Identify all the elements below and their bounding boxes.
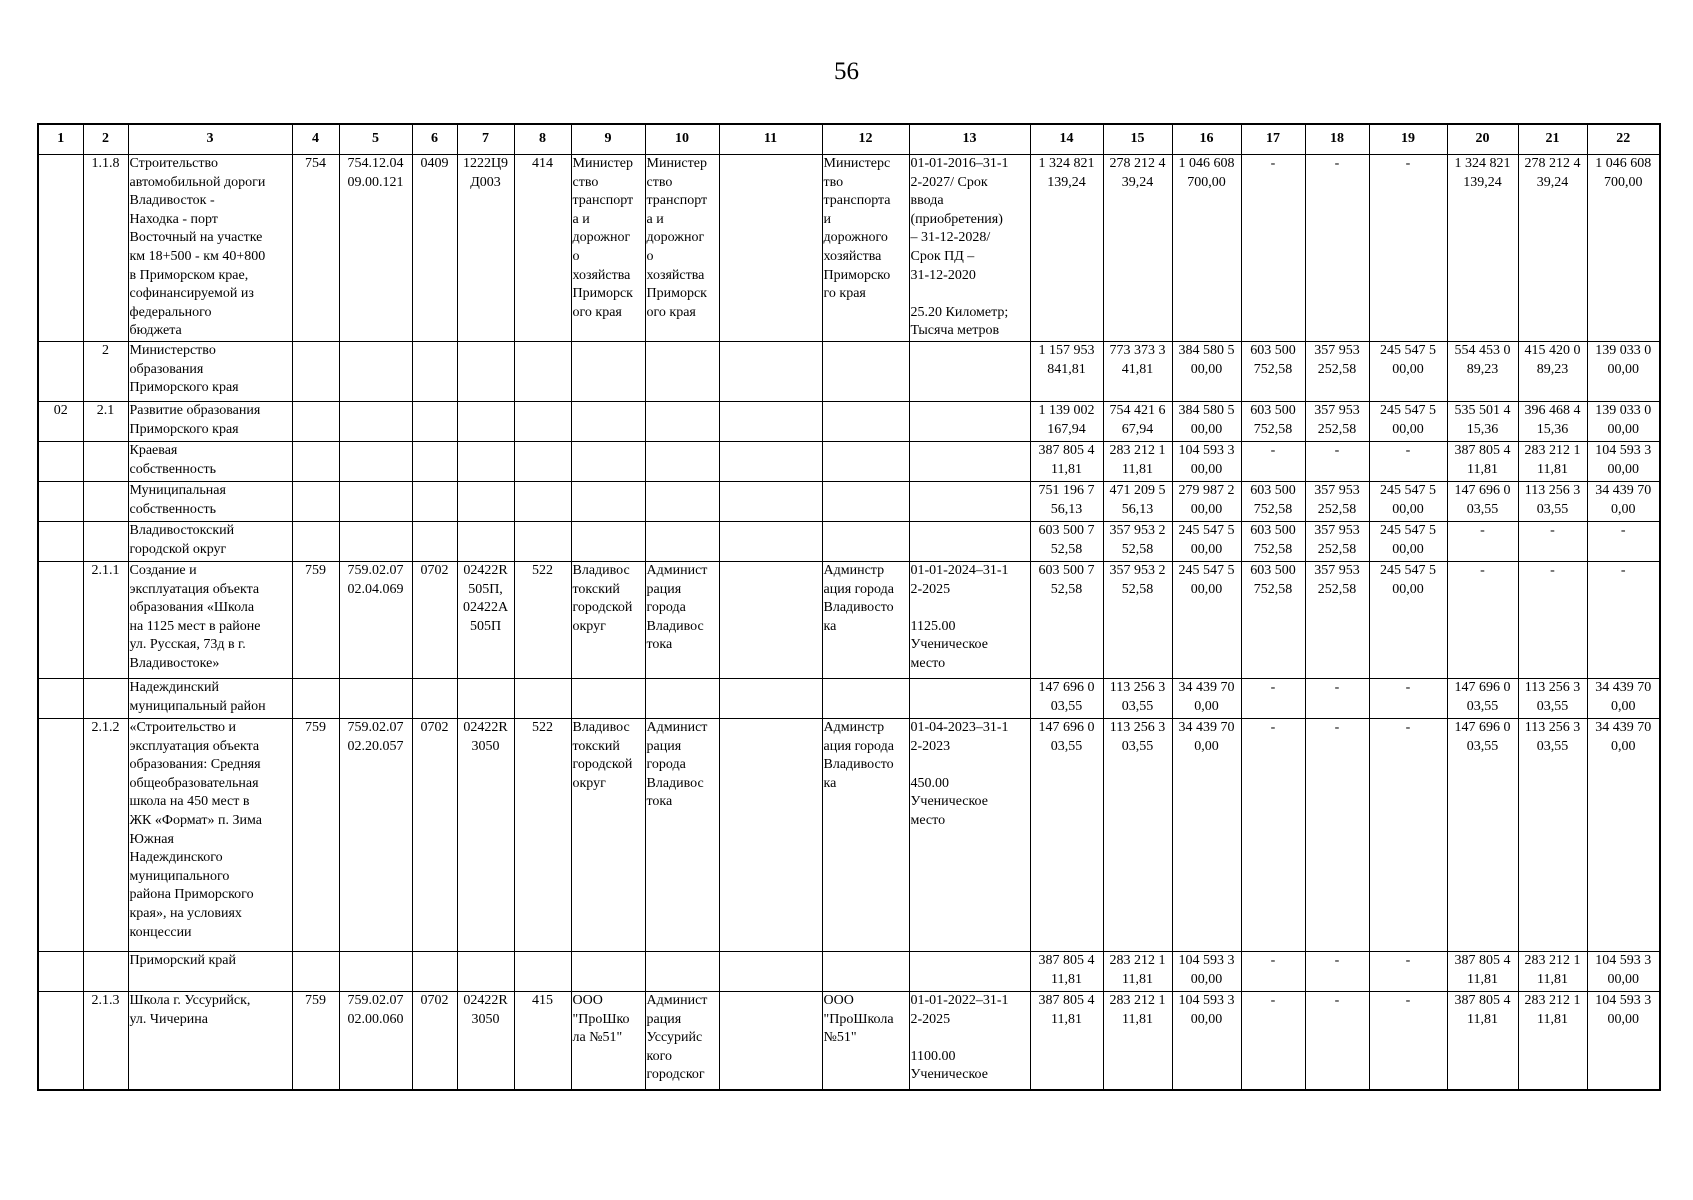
table-cell-col-2	[83, 679, 128, 719]
table-cell-col-21: 283 212 1 11,81	[1518, 952, 1587, 992]
table-cell-col-8	[514, 679, 571, 719]
table-cell-col-22: -	[1587, 522, 1660, 562]
table-cell-col-13: 01-01-2024–31-1 2-2025 1125.00 Ученическое место	[909, 562, 1030, 679]
table-cell-col-10	[645, 402, 719, 442]
table-cell-col-13: 01-01-2022–31-1 2-2025 1100.00 Ученическое	[909, 992, 1030, 1091]
table-cell-col-2: 2.1.2	[83, 719, 128, 952]
table-cell-col-20: 387 805 4 11,81	[1447, 442, 1518, 482]
table-cell-col-11	[719, 402, 822, 442]
table-cell-col-6	[412, 522, 457, 562]
table-cell-col-7	[457, 679, 514, 719]
table-cell-col-12: ООО "ПроШкола №51"	[822, 992, 909, 1091]
table-cell-col-9: Министер ство транспорт а и дорожног о хозяйства Приморск ого края	[571, 155, 645, 342]
table-cell-col-18: 357 953 252,58	[1305, 562, 1369, 679]
table-cell-col-7: 1222Ц9 Д003	[457, 155, 514, 342]
table-cell-col-15: 113 256 3 03,55	[1103, 719, 1172, 952]
page-number: 56	[834, 58, 859, 85]
column-header: 17	[1241, 124, 1305, 155]
table-row	[38, 342, 1660, 402]
table-cell-col-3: Развитие образования Приморского края	[128, 402, 292, 442]
table-cell-col-7	[457, 442, 514, 482]
table-cell-col-20: 387 805 4 11,81	[1447, 952, 1518, 992]
table-cell-col-21: 113 256 3 03,55	[1518, 679, 1587, 719]
table-cell-col-22: 104 593 3 00,00	[1587, 952, 1660, 992]
table-cell-col-20: 1 324 821 139,24	[1447, 155, 1518, 342]
table-cell-col-10	[645, 952, 719, 992]
table-cell-col-13	[909, 952, 1030, 992]
table-cell-col-14: 1 324 821 139,24	[1030, 155, 1103, 342]
column-header: 2	[83, 124, 128, 155]
table-cell-col-7: 02422R 505П, 02422A 505П	[457, 562, 514, 679]
table-cell-col-8	[514, 952, 571, 992]
column-header: 21	[1518, 124, 1587, 155]
column-header: 14	[1030, 124, 1103, 155]
table-cell-col-4: 759	[292, 562, 339, 679]
table-cell-col-16: 384 580 5 00,00	[1172, 402, 1241, 442]
table-cell-col-18: -	[1305, 992, 1369, 1091]
table-cell-col-19: 245 547 5 00,00	[1369, 402, 1447, 442]
table-cell-col-14: 387 805 4 11,81	[1030, 952, 1103, 992]
table-cell-col-4: 754	[292, 155, 339, 342]
table-cell-col-8: 415	[514, 992, 571, 1091]
table-cell-col-14: 387 805 4 11,81	[1030, 442, 1103, 482]
table-cell-col-6: 0702	[412, 562, 457, 679]
table-cell-col-16: 104 593 3 00,00	[1172, 442, 1241, 482]
table-row	[38, 562, 1660, 679]
table-cell-col-2	[83, 522, 128, 562]
table-row	[38, 402, 1660, 442]
table-cell-col-12	[822, 482, 909, 522]
table-cell-col-13: 01-04-2023–31-1 2-2023 450.00 Ученическое место	[909, 719, 1030, 952]
table-cell-col-18: -	[1305, 442, 1369, 482]
table-cell-col-4	[292, 342, 339, 402]
table-cell-col-6	[412, 402, 457, 442]
column-header: 20	[1447, 124, 1518, 155]
column-header: 10	[645, 124, 719, 155]
table-cell-col-15: 773 373 3 41,81	[1103, 342, 1172, 402]
data-table	[37, 123, 1661, 1091]
table-cell-col-22: 139 033 0 00,00	[1587, 342, 1660, 402]
table-cell-col-5: 759.02.07 02.00.060	[339, 992, 412, 1091]
table-cell-col-19: -	[1369, 442, 1447, 482]
table-cell-col-18: 357 953 252,58	[1305, 342, 1369, 402]
table-cell-col-7: 02422R 3050	[457, 992, 514, 1091]
column-header: 8	[514, 124, 571, 155]
table-cell-col-9	[571, 342, 645, 402]
table-cell-col-1	[38, 679, 83, 719]
column-header: 7	[457, 124, 514, 155]
table-cell-col-10: Министер ство транспорт а и дорожног о хозяйства Приморск ого края	[645, 155, 719, 342]
table-cell-col-2: 1.1.8	[83, 155, 128, 342]
table-cell-col-16: 34 439 70 0,00	[1172, 719, 1241, 952]
table-cell-col-11	[719, 342, 822, 402]
table-cell-col-16: 245 547 5 00,00	[1172, 562, 1241, 679]
table-cell-col-18: 357 953 252,58	[1305, 402, 1369, 442]
table-row	[38, 679, 1660, 719]
table-cell-col-9	[571, 442, 645, 482]
table-cell-col-15: 754 421 6 67,94	[1103, 402, 1172, 442]
table-cell-col-16: 1 046 608 700,00	[1172, 155, 1241, 342]
table-cell-col-21: -	[1518, 562, 1587, 679]
table-cell-col-20: 535 501 4 15,36	[1447, 402, 1518, 442]
table-cell-col-9	[571, 402, 645, 442]
table-cell-col-4	[292, 952, 339, 992]
table-cell-col-10	[645, 522, 719, 562]
table-cell-col-13	[909, 679, 1030, 719]
table-cell-col-17: -	[1241, 155, 1305, 342]
table-cell-col-8	[514, 442, 571, 482]
table-cell-col-13	[909, 442, 1030, 482]
table-cell-col-15: 113 256 3 03,55	[1103, 679, 1172, 719]
table-cell-col-12	[822, 522, 909, 562]
table-cell-col-11	[719, 482, 822, 522]
table-cell-col-10	[645, 482, 719, 522]
table-cell-col-9: Владивос токский городской округ	[571, 719, 645, 952]
table-cell-col-18: -	[1305, 952, 1369, 992]
table-cell-col-9	[571, 952, 645, 992]
table-cell-col-1: 02	[38, 402, 83, 442]
table-cell-col-9: ООО "ПроШко ла №51"	[571, 992, 645, 1091]
table-cell-col-20: -	[1447, 562, 1518, 679]
table-cell-col-3: Создание и эксплуатация объекта образования «Школа на 1125 мест в районе ул. Русская, 73д в г. Владивостоке»	[128, 562, 292, 679]
table-cell-col-3: «Строительство и эксплуатация объекта образования: Средняя общеобразовательная школа на 450 мест в ЖК «Формат» п. Зима Южная Надеждинского муниципального района Приморского края», на условиях концессии	[128, 719, 292, 952]
table-cell-col-4: 759	[292, 719, 339, 952]
table-cell-col-19: 245 547 5 00,00	[1369, 522, 1447, 562]
table-cell-col-18: 357 953 252,58	[1305, 482, 1369, 522]
table-cell-col-11	[719, 442, 822, 482]
table-cell-col-1	[38, 342, 83, 402]
table-cell-col-9	[571, 522, 645, 562]
table-row	[38, 482, 1660, 522]
table-cell-col-11	[719, 992, 822, 1091]
table-cell-col-19: 245 547 5 00,00	[1369, 482, 1447, 522]
table-cell-col-21: 283 212 1 11,81	[1518, 992, 1587, 1091]
table-cell-col-3: Надеждинский муниципальный район	[128, 679, 292, 719]
column-header: 16	[1172, 124, 1241, 155]
table-cell-col-1	[38, 442, 83, 482]
table-cell-col-4: 759	[292, 992, 339, 1091]
table-cell-col-16: 104 593 3 00,00	[1172, 952, 1241, 992]
table-cell-col-11	[719, 562, 822, 679]
table-cell-col-8: 414	[514, 155, 571, 342]
column-header: 11	[719, 124, 822, 155]
table-cell-col-2	[83, 952, 128, 992]
table-cell-col-21: 396 468 4 15,36	[1518, 402, 1587, 442]
table-cell-col-14: 1 157 953 841,81	[1030, 342, 1103, 402]
table-cell-col-21: 113 256 3 03,55	[1518, 719, 1587, 952]
header-row	[38, 124, 1660, 155]
table-cell-col-8: 522	[514, 719, 571, 952]
table-row	[38, 442, 1660, 482]
table-cell-col-8	[514, 482, 571, 522]
table-cell-col-22: 34 439 70 0,00	[1587, 679, 1660, 719]
table-cell-col-17: 603 500 752,58	[1241, 342, 1305, 402]
column-header: 5	[339, 124, 412, 155]
table-cell-col-21: 415 420 0 89,23	[1518, 342, 1587, 402]
table-cell-col-5	[339, 952, 412, 992]
column-header: 12	[822, 124, 909, 155]
table-cell-col-21: -	[1518, 522, 1587, 562]
table-cell-col-7	[457, 952, 514, 992]
table-cell-col-19: 245 547 5 00,00	[1369, 562, 1447, 679]
table-cell-col-17: -	[1241, 442, 1305, 482]
table-cell-col-22: -	[1587, 562, 1660, 679]
table-cell-col-17: 603 500 752,58	[1241, 482, 1305, 522]
table-cell-col-6: 0702	[412, 719, 457, 952]
table-cell-col-22: 34 439 70 0,00	[1587, 482, 1660, 522]
table-cell-col-4	[292, 522, 339, 562]
table-cell-col-5	[339, 679, 412, 719]
table-cell-col-17: 603 500 752,58	[1241, 402, 1305, 442]
table-cell-col-14: 603 500 7 52,58	[1030, 522, 1103, 562]
table-cell-col-11	[719, 679, 822, 719]
table-cell-col-12	[822, 679, 909, 719]
column-header: 13	[909, 124, 1030, 155]
table-cell-col-21: 113 256 3 03,55	[1518, 482, 1587, 522]
table-cell-col-15: 357 953 2 52,58	[1103, 522, 1172, 562]
table-cell-col-14: 147 696 0 03,55	[1030, 679, 1103, 719]
table-cell-col-14: 751 196 7 56,13	[1030, 482, 1103, 522]
table-cell-col-22: 104 593 3 00,00	[1587, 442, 1660, 482]
table-cell-col-19: -	[1369, 992, 1447, 1091]
column-header: 9	[571, 124, 645, 155]
table-cell-col-9: Владивос токский городской округ	[571, 562, 645, 679]
table-row	[38, 992, 1660, 1091]
table-cell-col-19: -	[1369, 155, 1447, 342]
table-cell-col-5: 754.12.04 09.00.121	[339, 155, 412, 342]
table-cell-col-1	[38, 992, 83, 1091]
table-cell-col-20: 554 453 0 89,23	[1447, 342, 1518, 402]
table-cell-col-14: 387 805 4 11,81	[1030, 992, 1103, 1091]
table-cell-col-2: 2.1.3	[83, 992, 128, 1091]
table-cell-col-13	[909, 522, 1030, 562]
column-header: 6	[412, 124, 457, 155]
table-cell-col-11	[719, 522, 822, 562]
table-cell-col-11	[719, 952, 822, 992]
table-cell-col-5: 759.02.07 02.20.057	[339, 719, 412, 952]
table-cell-col-3: Школа г. Уссурийск, ул. Чичерина	[128, 992, 292, 1091]
table-row	[38, 522, 1660, 562]
table-cell-col-4	[292, 442, 339, 482]
table-cell-col-16: 384 580 5 00,00	[1172, 342, 1241, 402]
table-cell-col-5	[339, 342, 412, 402]
table-cell-col-15: 283 212 1 11,81	[1103, 442, 1172, 482]
table-cell-col-1	[38, 522, 83, 562]
table-cell-col-17: 603 500 752,58	[1241, 562, 1305, 679]
table-cell-col-17: -	[1241, 952, 1305, 992]
table-cell-col-22: 34 439 70 0,00	[1587, 719, 1660, 952]
table-cell-col-22: 104 593 3 00,00	[1587, 992, 1660, 1091]
table-cell-col-5	[339, 402, 412, 442]
column-header: 4	[292, 124, 339, 155]
table-cell-col-3: Муниципальная собственность	[128, 482, 292, 522]
table-cell-col-3: Краевая собственность	[128, 442, 292, 482]
table-cell-col-2: 2	[83, 342, 128, 402]
table-cell-col-6: 0409	[412, 155, 457, 342]
table-cell-col-19: -	[1369, 679, 1447, 719]
table-cell-col-8: 522	[514, 562, 571, 679]
table-cell-col-7: 02422R 3050	[457, 719, 514, 952]
table-cell-col-19: -	[1369, 719, 1447, 952]
table-cell-col-12: Админстр ация города Владивосто ка	[822, 719, 909, 952]
table-cell-col-13	[909, 482, 1030, 522]
table-cell-col-5	[339, 442, 412, 482]
table-cell-col-2: 2.1.1	[83, 562, 128, 679]
table-cell-col-14: 147 696 0 03,55	[1030, 719, 1103, 952]
column-header: 3	[128, 124, 292, 155]
table-cell-col-6	[412, 342, 457, 402]
table-cell-col-9	[571, 679, 645, 719]
table-cell-col-4	[292, 679, 339, 719]
table-row	[38, 952, 1660, 992]
table-cell-col-5	[339, 522, 412, 562]
table-cell-col-7	[457, 482, 514, 522]
table-cell-col-10: Админист рация города Владивос тока	[645, 562, 719, 679]
table-cell-col-20: 147 696 0 03,55	[1447, 719, 1518, 952]
table-cell-col-16: 34 439 70 0,00	[1172, 679, 1241, 719]
table-cell-col-18: -	[1305, 155, 1369, 342]
table-cell-col-7	[457, 522, 514, 562]
table-cell-col-15: 283 212 1 11,81	[1103, 992, 1172, 1091]
table-cell-col-1	[38, 952, 83, 992]
table-cell-col-20: 387 805 4 11,81	[1447, 992, 1518, 1091]
table-cell-col-12	[822, 402, 909, 442]
table-cell-col-14: 603 500 7 52,58	[1030, 562, 1103, 679]
table-cell-col-12	[822, 952, 909, 992]
table-cell-col-15: 283 212 1 11,81	[1103, 952, 1172, 992]
table-cell-col-6	[412, 482, 457, 522]
table-cell-col-1	[38, 719, 83, 952]
column-header: 1	[38, 124, 83, 155]
table-cell-col-13: 01-01-2016–31-1 2-2027/ Срок ввода (приобретения) – 31-12-2028/ Срок ПД – 31-12-2020 25.20 Километр; Тысяча метров	[909, 155, 1030, 342]
table-cell-col-16: 245 547 5 00,00	[1172, 522, 1241, 562]
table-cell-col-3: Владивостокский городской округ	[128, 522, 292, 562]
column-header: 19	[1369, 124, 1447, 155]
table-cell-col-18: -	[1305, 719, 1369, 952]
table-cell-col-3: Строительство автомобильной дороги Владивосток - Находка - порт Восточный на участке км 18+500 - км 40+800 в Приморском крае, софинансируемой из федерального бюджета	[128, 155, 292, 342]
table-cell-col-7	[457, 402, 514, 442]
table-cell-col-6: 0702	[412, 992, 457, 1091]
table-cell-col-16: 104 593 3 00,00	[1172, 992, 1241, 1091]
table-cell-col-12	[822, 342, 909, 402]
table-cell-col-1	[38, 155, 83, 342]
table-cell-col-2	[83, 482, 128, 522]
table-cell-col-3: Приморский край	[128, 952, 292, 992]
table-cell-col-10	[645, 442, 719, 482]
table-cell-col-12: Министерс тво транспорта и дорожного хозяйства Приморско го края	[822, 155, 909, 342]
table-cell-col-13	[909, 402, 1030, 442]
column-header: 18	[1305, 124, 1369, 155]
table-cell-col-17: -	[1241, 679, 1305, 719]
table-cell-col-12	[822, 442, 909, 482]
table-cell-col-17: 603 500 752,58	[1241, 522, 1305, 562]
table-cell-col-15: 471 209 5 56,13	[1103, 482, 1172, 522]
table-cell-col-14: 1 139 002 167,94	[1030, 402, 1103, 442]
table-cell-col-18: -	[1305, 679, 1369, 719]
table-cell-col-4	[292, 402, 339, 442]
table-cell-col-5: 759.02.07 02.04.069	[339, 562, 412, 679]
table-cell-col-15: 278 212 4 39,24	[1103, 155, 1172, 342]
column-header: 22	[1587, 124, 1660, 155]
table-cell-col-17: -	[1241, 719, 1305, 952]
table-cell-col-8	[514, 522, 571, 562]
table-cell-col-6	[412, 442, 457, 482]
table-cell-col-15: 357 953 2 52,58	[1103, 562, 1172, 679]
table-cell-col-4	[292, 482, 339, 522]
table-cell-col-20: -	[1447, 522, 1518, 562]
table-cell-col-18: 357 953 252,58	[1305, 522, 1369, 562]
table-cell-col-12: Админстр ация города Владивосто ка	[822, 562, 909, 679]
table-cell-col-11	[719, 155, 822, 342]
table-cell-col-21: 283 212 1 11,81	[1518, 442, 1587, 482]
table-cell-col-9	[571, 482, 645, 522]
table-cell-col-13	[909, 342, 1030, 402]
table-cell-col-11	[719, 719, 822, 952]
table-cell-col-19: -	[1369, 952, 1447, 992]
table-cell-col-17: -	[1241, 992, 1305, 1091]
table-cell-col-8	[514, 402, 571, 442]
table-cell-col-19: 245 547 5 00,00	[1369, 342, 1447, 402]
table-cell-col-20: 147 696 0 03,55	[1447, 679, 1518, 719]
table-cell-col-6	[412, 952, 457, 992]
table-cell-col-10	[645, 679, 719, 719]
table-row	[38, 155, 1660, 342]
table-cell-col-2: 2.1	[83, 402, 128, 442]
table-cell-col-1	[38, 562, 83, 679]
table-cell-col-6	[412, 679, 457, 719]
table-cell-col-22: 1 046 608 700,00	[1587, 155, 1660, 342]
table-cell-col-7	[457, 342, 514, 402]
table-cell-col-20: 147 696 0 03,55	[1447, 482, 1518, 522]
table-cell-col-10: Админист рация города Владивос тока	[645, 719, 719, 952]
table-cell-col-16: 279 987 2 00,00	[1172, 482, 1241, 522]
table-cell-col-2	[83, 442, 128, 482]
table-cell-col-22: 139 033 0 00,00	[1587, 402, 1660, 442]
table-cell-col-10: Админист рация Уссурийс кого городског	[645, 992, 719, 1091]
table-row	[38, 719, 1660, 952]
table-cell-col-1	[38, 482, 83, 522]
table-cell-col-3: Министерство образования Приморского края	[128, 342, 292, 402]
column-header: 15	[1103, 124, 1172, 155]
table-cell-col-10	[645, 342, 719, 402]
table-cell-col-5	[339, 482, 412, 522]
table-cell-col-21: 278 212 4 39,24	[1518, 155, 1587, 342]
table-cell-col-8	[514, 342, 571, 402]
